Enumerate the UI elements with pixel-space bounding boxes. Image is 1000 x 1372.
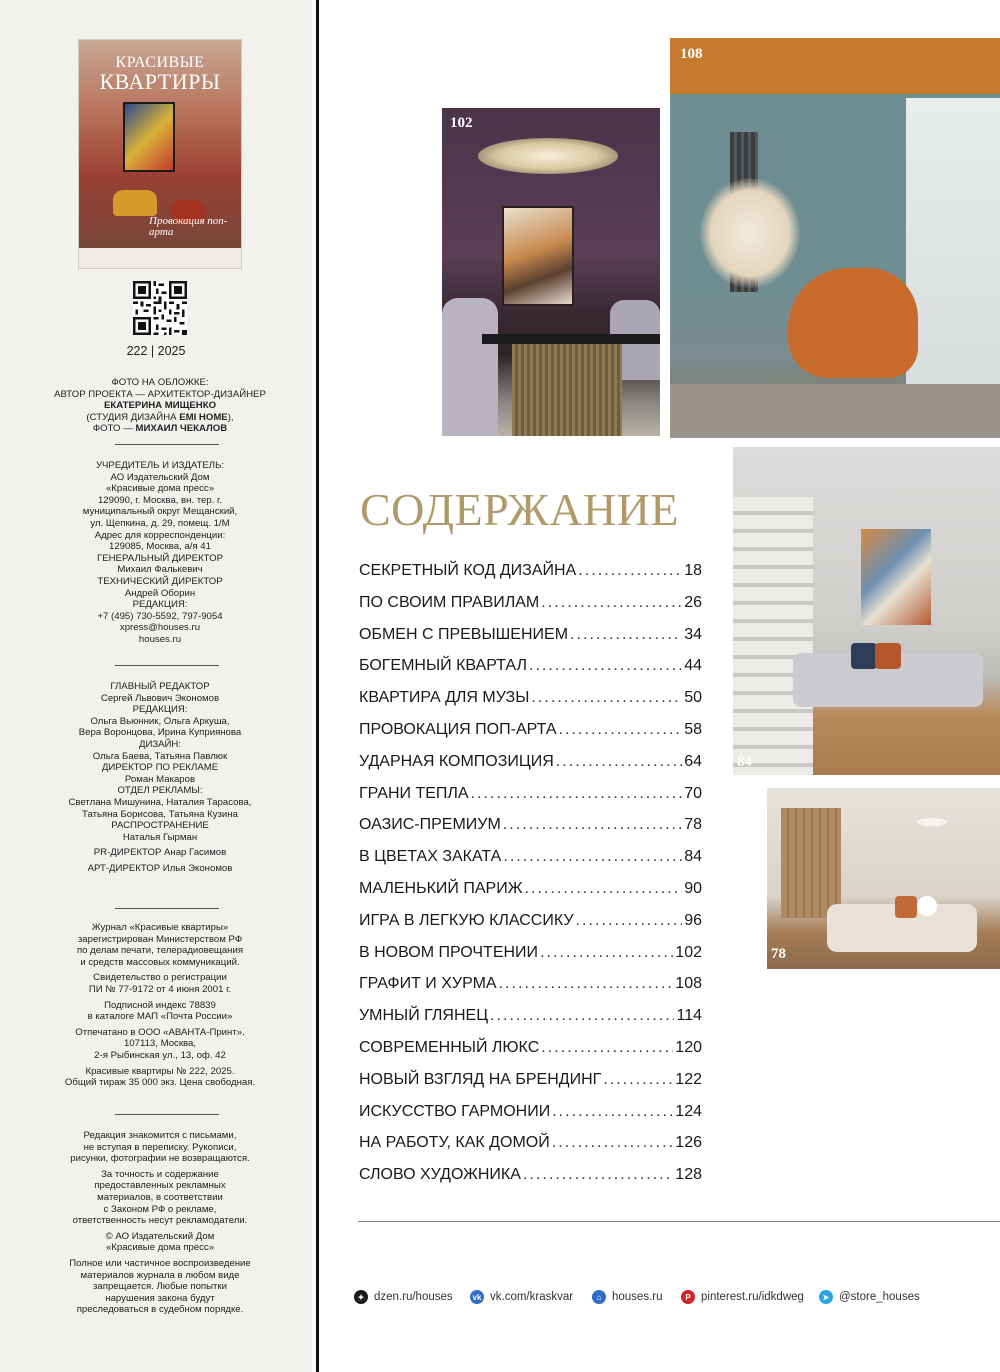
toc-item-page: 122: [675, 1070, 702, 1088]
ads-dept-line: Татьяна Борисова, Татьяна Кузина: [82, 808, 238, 820]
photo-page-84[interactable]: [733, 447, 1000, 775]
toc-item-title: ПРОВОКАЦИЯ ПОП-АРТА: [359, 720, 557, 738]
toc-leader-dots: [540, 944, 673, 962]
toc-leader-dots: [531, 689, 682, 707]
copyright-line: «Красивые дома пресс»: [105, 1242, 215, 1254]
letters-line: не вступая в переписку. Рукописи,: [83, 1141, 237, 1153]
social-link-text: @store_houses: [839, 1291, 920, 1303]
dzen-icon: ✦: [354, 1290, 368, 1304]
photo-page-102[interactable]: [442, 108, 660, 436]
toc-item[interactable]: [359, 1134, 702, 1166]
toc-item-page: 120: [675, 1038, 702, 1056]
toc-item[interactable]: [359, 721, 702, 753]
letters-line: Редакция знакомится с письмами,: [83, 1130, 237, 1141]
telegram-icon: ➤: [819, 1290, 833, 1304]
separator-line: [115, 444, 219, 445]
social-links: [354, 1290, 1000, 1308]
cover-credits-label: ФОТО НА ОБЛОЖКЕ:: [111, 377, 209, 388]
toc-item-title: НА РАБОТУ, КАК ДОМОЙ: [359, 1134, 550, 1152]
ads-director-name: Роман Макаров: [124, 773, 196, 785]
notes-block: [40, 1130, 280, 1316]
magazine-cover[interactable]: [79, 40, 241, 268]
ads-liability-line: ответственность несут рекламодатели.: [72, 1215, 248, 1227]
td-name: Андрей Оборин: [124, 587, 196, 599]
cover-studio-suffix: ),: [227, 411, 234, 423]
chandelier: [478, 138, 618, 174]
qr-code-icon[interactable]: [133, 281, 187, 335]
ads-liability-line: материалов, в соответствии: [97, 1191, 223, 1203]
art-label: АРТ-ДИРЕКТОР: [87, 862, 161, 874]
vertical-rule: [316, 0, 319, 1372]
toc-item[interactable]: [359, 975, 702, 1007]
toc-item-title: МАЛЕНЬКИЙ ПАРИЖ: [359, 879, 523, 897]
cover-painting: [123, 102, 175, 172]
social-link[interactable]: [681, 1290, 804, 1304]
vk-icon: vk: [470, 1290, 484, 1304]
dining-table: [482, 334, 660, 344]
toc-item[interactable]: [359, 1071, 702, 1103]
toc-item-page: 18: [684, 562, 702, 579]
toc-leader-dots: [578, 562, 682, 580]
pillow: [875, 643, 901, 669]
social-link-text: pinterest.ru/idkdweg: [701, 1291, 804, 1303]
letters-line: рисунки, фотографии не возвращаются.: [70, 1153, 250, 1165]
gd-label: ГЕНЕРАЛЬНЫЙ ДИРЕКТОР: [97, 552, 223, 564]
toc-item[interactable]: [359, 912, 702, 944]
site-link[interactable]: houses.ru: [138, 633, 182, 645]
toc-item-title: ОАЗИС-ПРЕМИУМ: [359, 816, 501, 834]
founder-line: «Красивые дома пресс»: [105, 483, 215, 495]
toc-leader-dots: [556, 753, 682, 771]
photo-page-78[interactable]: [767, 788, 1000, 969]
registration-line: зарегистрирован Министерством РФ: [77, 933, 243, 945]
toc-item-title: БОГЕМНЫЙ КВАРТАЛ: [359, 657, 527, 675]
rug: [670, 384, 1000, 438]
printer-line: Отпечатано в ООО «АВАНТА-Принт».: [75, 1026, 245, 1038]
address-line: муниципальный округ Мещанский,: [82, 506, 238, 518]
separator-line: [115, 665, 219, 666]
toc-item-title: СОВРЕМЕННЫЙ ЛЮКС: [359, 1038, 540, 1056]
ads-liability-line: За точность и содержание: [101, 1168, 219, 1180]
ads-liability-line: предоставленных рекламных: [94, 1180, 226, 1192]
toc-item[interactable]: [359, 816, 702, 848]
founder-label: УЧРЕДИТЕЛЬ И ИЗДАТЕЛЬ:: [95, 460, 225, 471]
wood-panel: [781, 808, 841, 918]
cover-studio-name: EMI HOME: [179, 411, 228, 423]
toc-item-page: 108: [675, 975, 702, 993]
armchair: [788, 268, 918, 378]
toc-item[interactable]: [359, 785, 702, 817]
reproduction-line: преследоваться в судебном порядке.: [76, 1304, 244, 1316]
cover-credits: [40, 377, 280, 435]
toc-item-title: КВАРТИРА ДЛЯ МУЗЫ: [359, 689, 530, 707]
photo-page-108[interactable]: [670, 38, 1000, 438]
chief-name: Сергей Львович Экономов: [100, 692, 220, 704]
editors-line: Ольга Вьюнник, Ольга Аркуша,: [90, 715, 230, 727]
reproduction-line: материалов журнала в любом виде: [80, 1269, 240, 1281]
toc-item-page: 114: [676, 1007, 702, 1025]
email-link[interactable]: xpress@houses.ru: [119, 622, 201, 634]
toc-leader-dots: [541, 594, 682, 612]
toc-item-title: УМНЫЙ ГЛЯНЕЦ: [359, 1007, 489, 1025]
toc-item-title: УДАРНАЯ КОМПОЗИЦИЯ: [359, 752, 554, 770]
toc-item-page: 64: [684, 752, 702, 770]
toc-item[interactable]: [359, 562, 702, 594]
toc-leader-dots: [570, 626, 682, 644]
toc-leader-dots: [529, 657, 682, 675]
toc-item[interactable]: [359, 880, 702, 912]
houses-icon: ⌂: [592, 1290, 606, 1304]
subscription-line: Подписной индекс 78839: [104, 999, 216, 1011]
pillow: [851, 643, 877, 669]
wall-art: [502, 206, 574, 306]
circulation-line: Красивые квартиры № 222, 2025.: [85, 1065, 235, 1077]
ads-dept-line: Светлана Мишунина, Наталия Тарасова,: [68, 796, 252, 808]
separator-line: [115, 1114, 219, 1115]
toc-item-page: 96: [684, 911, 702, 929]
horizontal-rule: [358, 1221, 1000, 1222]
circulation-line: Общий тираж 35 000 экз. Цена свободная.: [64, 1077, 256, 1089]
subscription-line: в каталоге МАП «Почта России»: [87, 1011, 233, 1023]
ads-dept-label: ОТДЕЛ РЕКЛАМЫ:: [117, 785, 203, 797]
photo-page-number: 102: [450, 115, 473, 131]
editors-line: Вера Воронцова, Ирина Куприянова: [78, 727, 242, 739]
photo-page-number: 84: [737, 754, 752, 770]
toc-leader-dots: [559, 721, 683, 739]
toc-item-title: ПО СВОИМ ПРАВИЛАМ: [359, 593, 540, 611]
ads-director-label: ДИРЕКТОР ПО РЕКЛАМЕ: [101, 762, 219, 774]
toc-item-title: СЛОВО ХУДОЖНИКА: [359, 1166, 521, 1184]
toc-list: [359, 562, 702, 1198]
td-label: ТЕХНИЧЕСКИЙ ДИРЕКТОР: [97, 575, 223, 587]
photo-page-number: 78: [771, 946, 786, 962]
toc-item-title: ОБМЕН С ПРЕВЫШЕНИЕМ: [359, 625, 569, 643]
window: [906, 98, 1000, 398]
toc-item-title: ГРАНИ ТЕПЛА: [359, 784, 469, 802]
cover-photo-name: МИХАИЛ ЧЕКАЛОВ: [135, 423, 228, 435]
reproduction-line: запрещается. Любые попытки: [93, 1281, 227, 1293]
toc-item[interactable]: [359, 1007, 702, 1039]
social-link-text: vk.com/kraskvar: [490, 1291, 574, 1303]
toc-item-page: 70: [684, 784, 702, 802]
art-name: Илья Экономов: [162, 862, 233, 874]
toc-item-title: В ЦВЕТАХ ЗАКАТА: [359, 848, 502, 866]
toc-leader-dots: [503, 816, 682, 834]
toc-leader-dots: [523, 1166, 673, 1184]
mail-label: Адрес для корреспонденции:: [94, 529, 226, 541]
toc-item-page: 50: [684, 689, 702, 707]
cover-brand-line2: КВАРТИРЫ: [99, 69, 221, 94]
staircase: [733, 497, 813, 775]
printer-line: 2-я Рыбинская ул., 13, оф. 42: [94, 1049, 226, 1061]
toc-item-title: ИСКУССТВО ГАРМОНИИ: [359, 1102, 551, 1120]
toc-item-page: 84: [684, 848, 702, 866]
mail-address: 129085, Москва, а/я 41: [109, 541, 211, 553]
copyright-line: © АО Издательский Дом: [105, 1230, 215, 1242]
toc-item-title: НОВЫЙ ВЗГЛЯД НА БРЕНДИНГ: [359, 1070, 602, 1088]
toc-leader-dots: [503, 848, 682, 866]
publisher-block: [40, 460, 280, 646]
cover-author-name: ЕКАТЕРИНА МИЩЕНКО: [103, 400, 217, 412]
table-base: [512, 344, 622, 436]
toc-item[interactable]: [359, 626, 702, 658]
founder-line: АО Издательский Дом: [110, 471, 210, 483]
design-label: ДИЗАЙН:: [138, 738, 182, 750]
toc-item-title: ГРАФИТ И ХУРМА: [359, 975, 497, 993]
pampas-grass: [700, 178, 800, 288]
toc-leader-dots: [603, 1071, 673, 1089]
toc-item[interactable]: [359, 1103, 702, 1135]
toc-item[interactable]: [359, 1039, 702, 1071]
reproduction-line: Полное или частичное воспроизведение: [69, 1257, 251, 1269]
toc-leader-dots: [541, 1039, 673, 1057]
toc-item-page: 124: [675, 1102, 702, 1120]
toc-item[interactable]: [359, 594, 702, 626]
social-link-text: dzen.ru/houses: [374, 1291, 453, 1303]
cover-tagline: Провокация поп-арта: [149, 215, 228, 238]
toc-item-page: 128: [675, 1166, 702, 1184]
toc-leader-dots: [471, 785, 683, 803]
toc-item[interactable]: [359, 944, 702, 976]
toc-item-title: ИГРА В ЛЕГКУЮ КЛАССИКУ: [359, 911, 574, 929]
distribution-name: Наталья Гырман: [122, 831, 198, 843]
pr-name: Анар Гасимов: [164, 847, 227, 859]
editorial-label: РЕДАКЦИЯ:: [132, 599, 188, 611]
social-link[interactable]: [819, 1290, 920, 1304]
dining-chair: [442, 298, 498, 436]
gd-name: Михаил Фалькевич: [117, 564, 203, 576]
lamp: [917, 818, 947, 826]
toc-leader-dots: [490, 1007, 674, 1025]
cover-chair: [113, 190, 157, 216]
toc-leader-dots: [552, 1103, 673, 1121]
toc-item-page: 26: [684, 593, 702, 611]
social-link[interactable]: [470, 1290, 573, 1304]
toc-item-page: 44: [684, 657, 702, 675]
cover-photo-prefix: ФОТО —: [92, 423, 136, 435]
toc-item-page: 90: [684, 879, 702, 897]
toc-item-page: 58: [684, 720, 702, 738]
photo-page-number: 108: [680, 46, 703, 62]
cover-author-role: АВТОР ПРОЕКТА — АРХИТЕКТОР-ДИЗАЙНЕР: [54, 388, 266, 400]
wall-art: [861, 529, 931, 625]
reproduction-line: нарушения закона будут: [105, 1292, 215, 1304]
issue-number: 222 | 2025: [126, 344, 186, 358]
legal-block: [40, 922, 280, 1089]
registration-line: Журнал «Красивые квартиры»: [91, 922, 229, 933]
toc-item[interactable]: [359, 1166, 702, 1198]
toc-item-title: СЕКРЕТНЫЙ КОД ДИЗАЙНА: [359, 562, 577, 579]
ads-liability-line: с Законом РФ о рекламе,: [103, 1203, 217, 1215]
toc-item[interactable]: [359, 689, 702, 721]
toc-leader-dots: [576, 912, 683, 930]
toc-item[interactable]: [359, 657, 702, 689]
toc-item-page: 102: [675, 943, 702, 961]
address-line: ул. Щепкина, д. 29, помещ. 1/М: [90, 517, 230, 529]
toc-item-page: 34: [684, 625, 702, 643]
registration-line: и средств массовых коммуникаций.: [80, 956, 240, 968]
social-link[interactable]: [592, 1290, 663, 1304]
pinterest-icon: P: [681, 1290, 695, 1304]
cover-studio-prefix: (СТУДИЯ ДИЗАЙНА: [86, 411, 180, 423]
distribution-label: РАСПРОСТРАНЕНИЕ: [111, 820, 209, 832]
toc-item-page: 126: [675, 1134, 702, 1152]
certificate-line: ПИ № 77-9172 от 4 июня 2001 г.: [88, 983, 232, 995]
design-names: Ольга Баева, Татьяна Павлюк: [92, 750, 228, 762]
pillow: [917, 896, 937, 916]
toc-leader-dots: [552, 1134, 674, 1152]
printer-line: 107113, Москва,: [123, 1038, 197, 1050]
toc-item-page: 78: [684, 816, 702, 834]
phone[interactable]: +7 (495) 730-5592, 797-9054: [97, 610, 223, 622]
editors-label: РЕДАКЦИЯ:: [132, 704, 188, 716]
certificate-line: Свидетельство о регистрации: [93, 972, 227, 984]
social-link-text: houses.ru: [612, 1291, 663, 1303]
pillow: [895, 896, 917, 918]
separator-line: [115, 908, 219, 909]
toc-item[interactable]: [359, 848, 702, 880]
cover-bottom-bar: [79, 248, 241, 268]
address-line: 129090, г. Москва, вн. тер. г.: [97, 494, 223, 506]
toc-title: СОДЕРЖАНИЕ: [360, 484, 680, 535]
toc-leader-dots: [499, 975, 674, 993]
social-link[interactable]: [354, 1290, 453, 1304]
cover-brand-line1: КРАСИВЫЕ: [115, 54, 205, 71]
pr-label: PR-ДИРЕКТОР: [93, 847, 162, 859]
registration-line: по делам печати, телерадиовещания: [76, 945, 244, 957]
chief-label: ГЛАВНЫЙ РЕДАКТОР: [110, 681, 210, 692]
toc-item-title: В НОВОМ ПРОЧТЕНИИ: [359, 943, 539, 961]
toc-item[interactable]: [359, 753, 702, 785]
toc-leader-dots: [524, 880, 682, 898]
staff-block: [40, 681, 280, 875]
